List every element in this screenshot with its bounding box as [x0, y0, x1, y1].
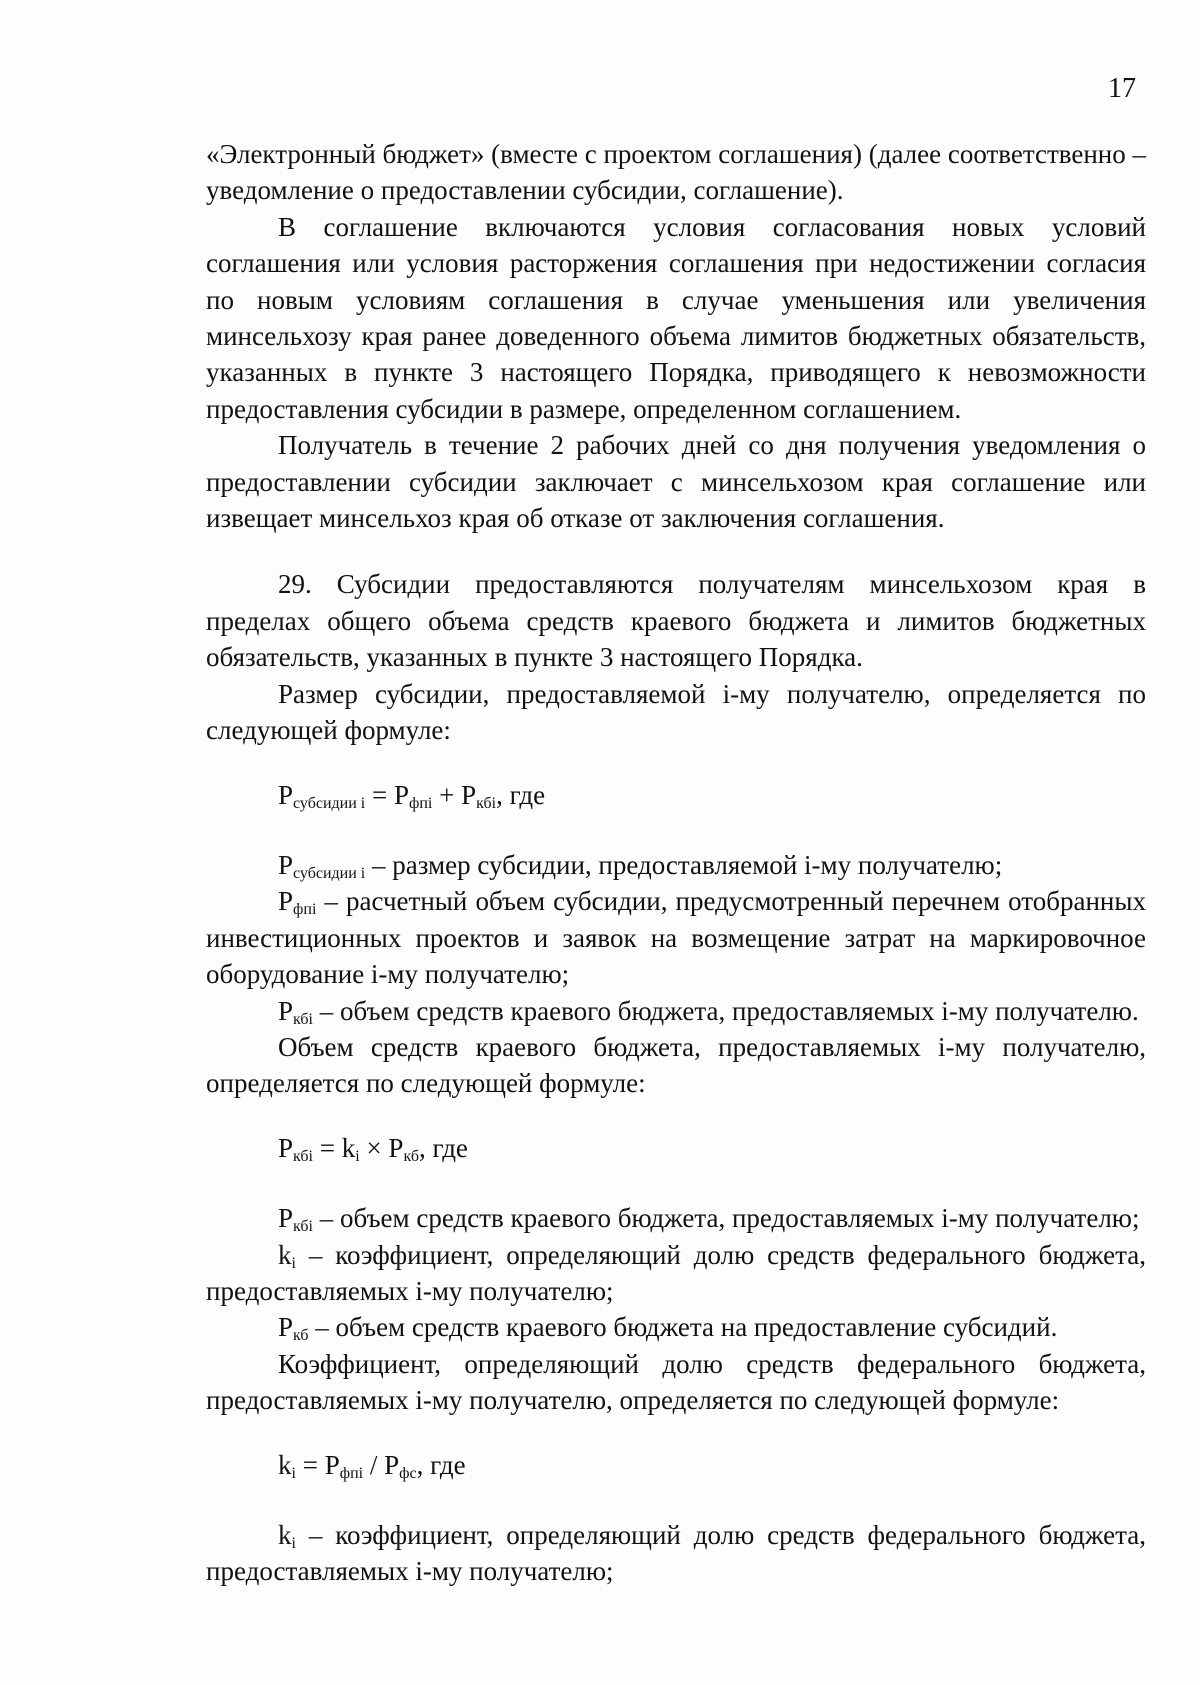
paragraph-29: 29. Субсидии предоставляются получателям минсельхозом края в пределах общего объема средств краевого бюджета и лимитов бюджетных обязательств, указанных в пункте 3 настоящего Порядка. [206, 569, 1146, 673]
formula-ki: $k_i = Р_{фпi} / Р_{фс}$, где [278, 1449, 466, 1482]
definition: $Р_{кбi}$ – объем средств краевого бюджета, предоставляемых i-му получателю. [278, 995, 1139, 1028]
formula-subsidy: $Р_{субсидии i} = Р_{фпi} + Р_{кбi}$, где [278, 779, 546, 812]
definition: $Р_{субсидии i}$ – размер субсидии, предоставляемой i-му получателю; [278, 849, 1003, 882]
definition: $k_i$ – коэффициент, определяющий долю средств федерального бюджета, предоставляемых i-му получателю; [206, 1520, 1146, 1587]
paragraph: «Электронный бюджет» (вместе с проектом соглашения) (далее соответственно – уведомление о предоставлении субсидии, соглашение). [206, 139, 1146, 206]
definition: $Р_{кб}$ – объем средств краевого бюджета на предоставление субсидий. [278, 1312, 1058, 1345]
paragraph: Размер субсидии, предоставляемой i-му получателю, определяется по следующей формуле: [206, 678, 1146, 746]
definition: $Р_{кбi}$ – объем средств краевого бюджета, предоставляемых i-му получателю; [278, 1203, 1140, 1236]
definition: $Р_{фпi}$ – расчетный объем субсидии, предусмотренный перечнем отобранных инвестиционных проектов и заявок на возмещение затрат на маркировочное оборудование i-му получателю; [206, 886, 1146, 990]
paragraph: Получатель в течение 2 рабочих дней со дня получения уведомления о предоставлении субсидии заключает с минсельхозом края соглашение или извещает минсельхоз края об отказе от заключения соглашения. [206, 430, 1146, 534]
page-number: 17 [1108, 73, 1136, 104]
formula-kbi: $Р_{кбi} = k_i \times Р_{кб}$, где [278, 1132, 468, 1165]
definition: $k_i$ – коэффициент, определяющий долю средств федерального бюджета, предоставляемых i-му получателю; [206, 1239, 1146, 1306]
paragraph: Коэффициент, определяющий долю средств федерального бюджета, предоставляемых i-му получателю, определяется по следующей формуле: [206, 1348, 1146, 1416]
document-body [206, 136, 1146, 1590]
paragraph: В соглашение включаются условия согласования новых условий соглашения или условия расторжения соглашения при недостижении согласия по новым условиям соглашения в случае уменьшения или увеличения минсельхозу края ранее доведенного объема лимитов бюджетных обязательств, указанных в пункте 3 настоящего Порядка, приводящего к невозможности предоставления субсидии в размере, определенном соглашением. [206, 211, 1146, 424]
paragraph: Объем средств краевого бюджета, предоставляемых i-му получателю, определяется по следующей формуле: [206, 1031, 1146, 1099]
